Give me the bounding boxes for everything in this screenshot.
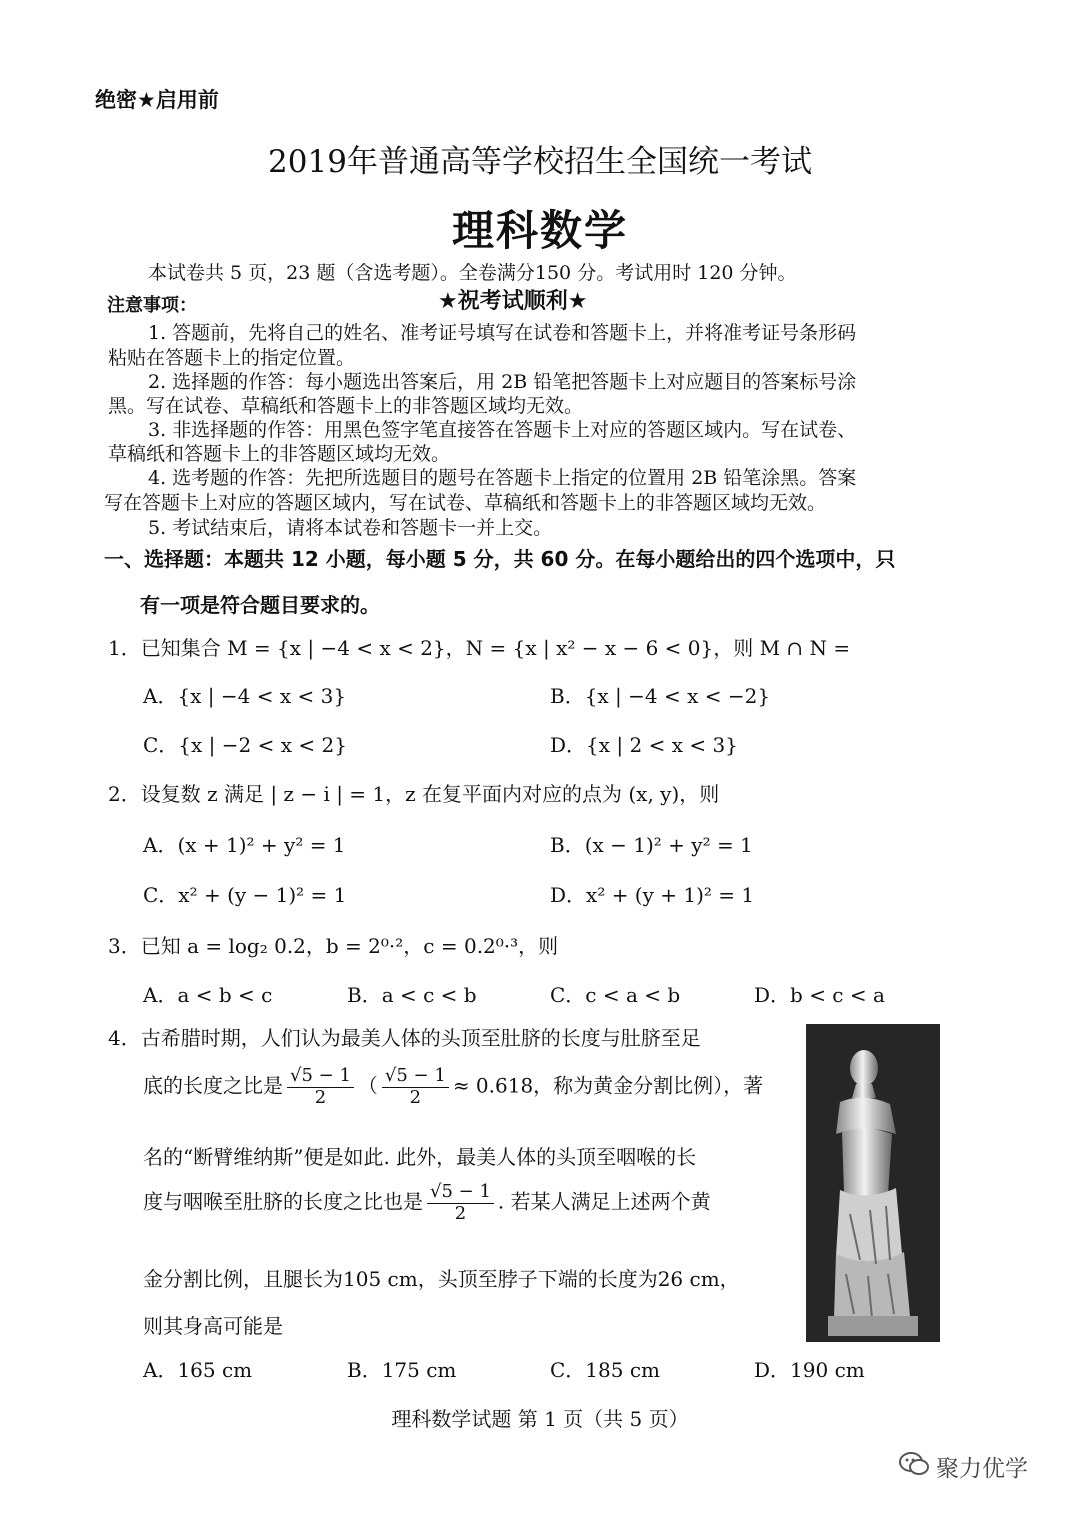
question-4-option-c: C．185 cm [550,1358,660,1382]
question-4-line: 名的“断臂维纳斯”便是如此. 此外，最美人体的头顶至咽喉的长 [143,1145,697,1169]
question-4-text: 度与咽喉至肚脐的长度之比也是 [143,1189,423,1214]
question-2-option-c: C．x² + (y − 1)² = 1 [143,883,347,907]
good-luck-banner: ★祝考试顺利★ [438,289,588,314]
question-2-option-b: B．(x − 1)² + y² = 1 [550,833,753,857]
question-4-line: 4．古希腊时期，人们认为最美人体的头顶至肚脐的长度与肚脐至足 [108,1026,701,1050]
question-1-stem: 1．已知集合 M = {x | −4 < x < 2}，N = {x | x² − x − 6 < 0}，则 M ∩ N = [108,636,851,660]
venus-de-milo-image [806,1024,940,1342]
watermark-text: 聚力优学 [936,1456,1028,1482]
question-1-option-b: B．{x | −4 < x < −2} [550,684,771,708]
notice-line: 草稿纸和答题卡上的非答题区域均无效。 [108,443,451,465]
question-4-option-b: B．175 cm [347,1358,457,1382]
subject-title: 理科数学 [451,206,628,255]
question-1-option-a: A．{x | −4 < x < 3} [143,684,347,708]
question-3-option-a: A．a < b < c [143,983,273,1007]
fraction-numerator: √5 − 1 [427,1182,494,1204]
notice-line: 5. 考试结束后，请将本试卷和答题卡一并上交。 [148,517,553,539]
fraction-denominator: 2 [314,1086,327,1108]
question-4-line: 则其身高可能是 [143,1314,283,1338]
notice-heading: 注意事项： [107,295,197,316]
question-4-text: （ [357,1073,378,1098]
question-4-option-a: A．165 cm [143,1358,253,1382]
golden-ratio-fraction [382,1066,449,1108]
question-1-option-c: C．{x | −2 < x < 2} [143,733,347,757]
question-4-line [143,1182,711,1224]
fraction-numerator: √5 − 1 [382,1066,449,1088]
page-footer: 理科数学试题 第 1 页（共 5 页） [391,1407,689,1431]
question-2-option-d: D．x² + (y + 1)² = 1 [550,883,755,907]
question-4-line: 金分割比例，且腿长为105 cm，头顶至脖子下端的长度为26 cm， [143,1267,740,1291]
notice-line: 2. 选择题的作答：每小题选出答案后，用 2B 铅笔把答题卡上对应题目的答案标号涂 [148,371,857,393]
question-4-text: 底的长度之比是 [143,1073,283,1098]
fraction-denominator: 2 [409,1086,422,1108]
question-4-text: . 若某人满足上述两个黄 [497,1189,711,1214]
question-1-option-d: D．{x | 2 < x < 3} [550,733,738,757]
secret-label: 绝密★启用前 [95,88,219,112]
question-3-option-c: C．c < a < b [550,983,681,1007]
golden-ratio-fraction [287,1066,354,1108]
question-3-stem: 3．已知 a = log₂ 0.2，b = 2⁰·²，c = 0.2⁰·³，则 [108,934,559,958]
notice-line: 粘贴在答题卡上的指定位置。 [108,347,356,369]
question-4-line [143,1066,763,1108]
section-heading: 一、选择题：本题共 12 小题，每小题 5 分，共 60 分。在每小题给出的四个选项中，只 [104,547,896,571]
wechat-icon [898,1450,930,1482]
section-heading-cont: 有一项是符合题目要求的。 [140,593,380,617]
notice-line: 写在答题卡上对应的答题区域内，写在试卷、草稿纸和答题卡上的非答题区域均无效。 [104,492,827,514]
exam-title: 2019年普通高等学校招生全国统一考试 [268,144,812,180]
question-4-option-d: D．190 cm [754,1358,865,1382]
question-3-option-b: B．a < c < b [347,983,477,1007]
fraction-numerator: √5 − 1 [287,1066,354,1088]
question-3-option-d: D．b < c < a [754,983,885,1007]
notice-line: 1. 答题前，先将自己的姓名、准考证号填写在试卷和答题卡上，并将准考证号条形码 [148,322,857,344]
notice-line: 4. 选考题的作答：先把所选题目的题号在答题卡上指定的位置用 2B 铅笔涂黑。答案 [148,467,857,489]
fraction-denominator: 2 [454,1202,467,1224]
notice-line: 3. 非选择题的作答：用黑色签字笔直接答在答题卡上对应的答题区域内。写在试卷、 [148,419,857,441]
exam-intro: 本试卷共 5 页，23 题（含选考题）。全卷满分150 分。考试用时 120 分钟。 [148,262,797,284]
statue-illustration [806,1024,940,1342]
question-2-stem: 2．设复数 z 满足 | z − i | = 1，z 在复平面内对应的点为 (x, y)，则 [108,782,720,806]
question-2-option-a: A．(x + 1)² + y² = 1 [143,833,346,857]
notice-line: 黑。写在试卷、草稿纸和答题卡上的非答题区域均无效。 [108,395,584,417]
question-4-text: ≈ 0.618，称为黄金分割比例），著 [452,1073,764,1098]
golden-ratio-fraction [427,1182,494,1224]
